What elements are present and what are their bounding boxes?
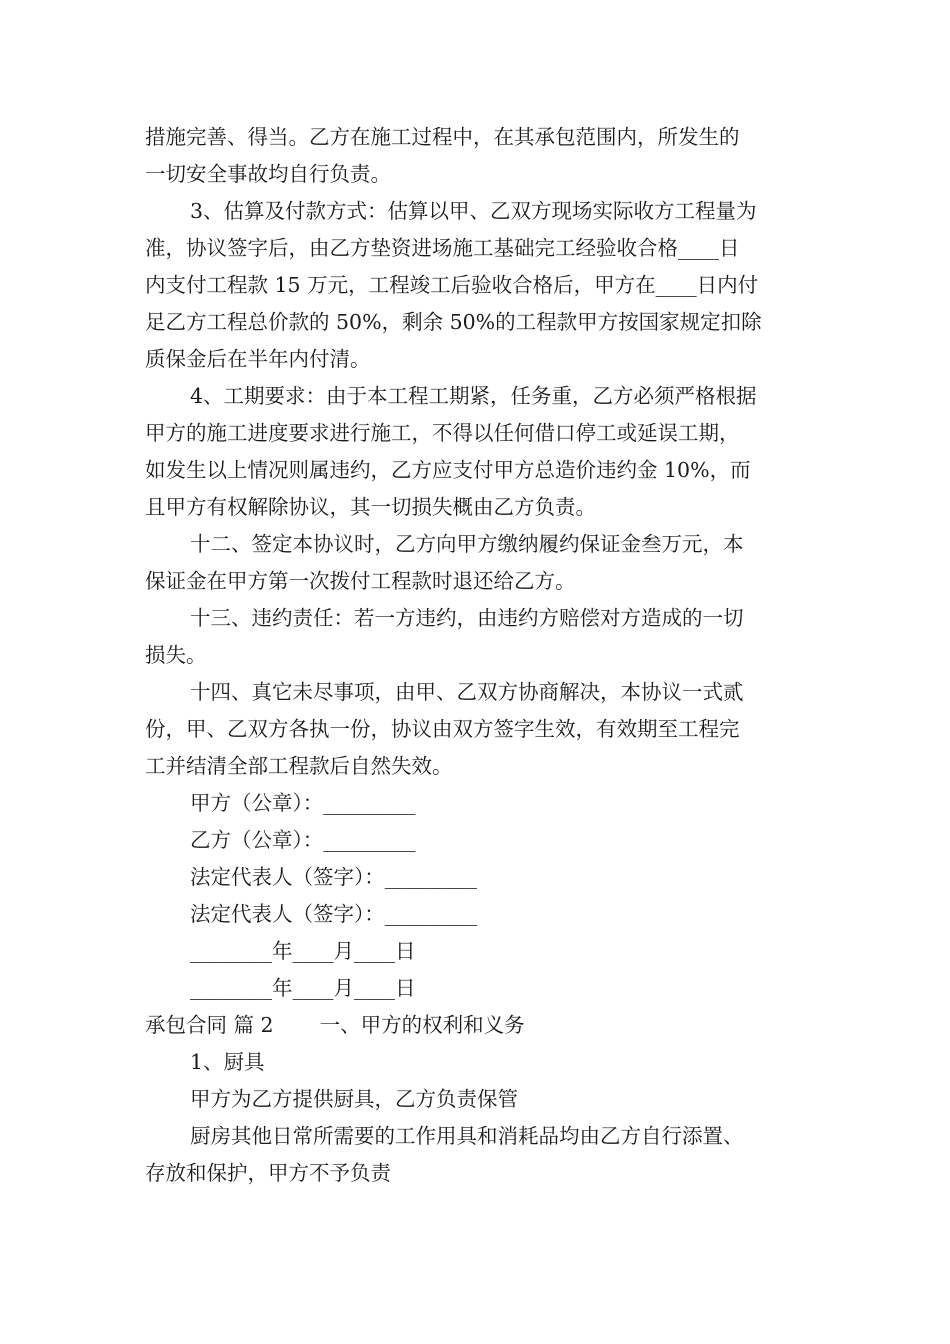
signature-line-party-b: 乙方（公章）：_________ xyxy=(190,828,416,852)
paragraph-line: 4、工期要求：由于本工程工期紧，任务重，乙方必须严格根据 xyxy=(190,384,757,408)
paragraph-line: 1、厨具 xyxy=(190,1050,265,1074)
paragraph-line: 份，甲、乙双方各执一份，协议由双方签字生效，有效期至工程完 xyxy=(145,717,740,741)
paragraph-line: 甲方为乙方提供厨具，乙方负责保管 xyxy=(190,1087,518,1111)
paragraph-line: 且甲方有权解除协议，其一切损失概由乙方负责。 xyxy=(145,495,596,519)
paragraph-line: 甲方的施工进度要求进行施工，不得以任何借口停工或延误工期， xyxy=(145,421,740,445)
date-line-b: ________年____月____日 xyxy=(190,976,416,1000)
paragraph-line: 十三、违约责任：若一方违约，由违约方赔偿对方造成的一切 xyxy=(190,606,744,630)
paragraph-line: 如发生以上情况则属违约，乙方应支付甲方总造价违约金 10%，而 xyxy=(145,458,751,482)
signature-line-representative-b: 法定代表人（签字）：_________ xyxy=(190,902,477,926)
signature-line-representative-a: 法定代表人（签字）：_________ xyxy=(190,865,477,889)
paragraph-line: 3、估算及付款方式：估算以甲、乙双方现场实际收方工程量为 xyxy=(190,199,757,223)
paragraph-line: 损失。 xyxy=(145,643,207,667)
section-2-title: 承包合同 篇 2 xyxy=(145,1013,274,1037)
paragraph-line: 保证金在甲方第一次拨付工程款时退还给乙方。 xyxy=(145,569,576,593)
paragraph-line: 准，协议签字后，由乙方垫资进场施工基础完工经验收合格____日 xyxy=(145,236,740,260)
paragraph-line: 一切安全事故均自行负责。 xyxy=(145,162,391,186)
paragraph-line: 十二、签定本协议时，乙方向甲方缴纳履约保证金叁万元，本 xyxy=(190,532,744,556)
paragraph-line: 存放和保护，甲方不予负责 xyxy=(145,1161,391,1185)
date-line-a: ________年____月____日 xyxy=(190,939,416,963)
paragraph-line: 质保金后在半年内付清。 xyxy=(145,347,371,371)
paragraph-line: 工并结清全部工程款后自然失效。 xyxy=(145,754,453,778)
paragraph-line: 厨房其他日常所需要的工作用具和消耗品均由乙方自行添置、 xyxy=(190,1124,744,1148)
paragraph-line: 措施完善、得当。乙方在施工过程中，在其承包范围内，所发生的 xyxy=(145,125,740,149)
section-2-heading: 一、甲方的权利和义务 xyxy=(319,1013,525,1037)
signature-line-party-a: 甲方（公章）：_________ xyxy=(190,791,416,815)
paragraph-line: 内支付工程款 15 万元，工程竣工后验收合格后，甲方在____日内付 xyxy=(145,273,759,297)
paragraph-line: 十四、真它未尽事项，由甲、乙双方协商解决，本协议一式贰 xyxy=(190,680,744,704)
paragraph-line: 足乙方工程总价款的 50%，剩余 50%的工程款甲方按国家规定扣除 xyxy=(145,310,762,334)
section-2-header xyxy=(145,1011,525,1039)
